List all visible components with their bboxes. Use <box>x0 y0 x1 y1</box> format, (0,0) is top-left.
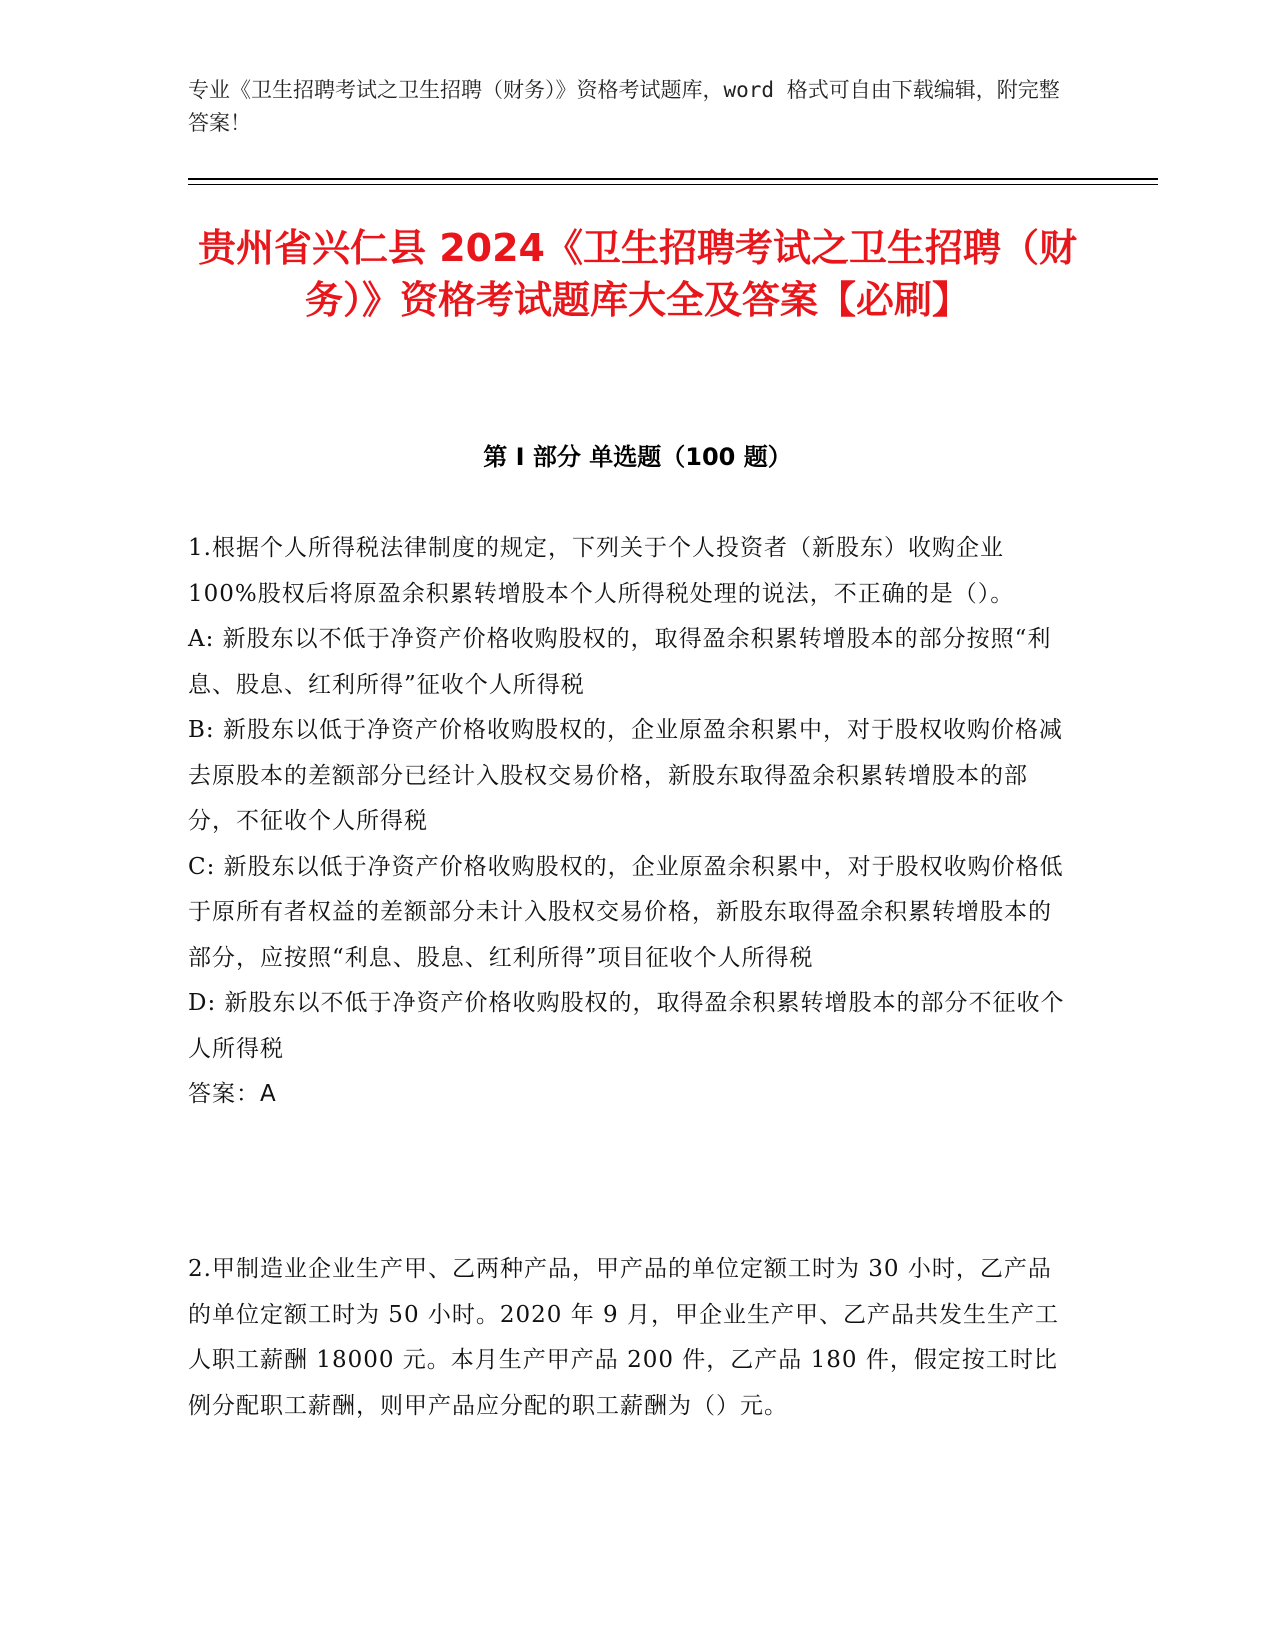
header-divider-thick <box>188 178 1158 180</box>
section-heading: 第 I 部分 单选题（100 题） <box>483 443 792 471</box>
question-1-stem: 1.根据个人所得税法律制度的规定，下列关于个人投资者（新股东）收购企业100%股权后将原盈余积累转增股本个人所得税处理的说法，不正确的是（）。 <box>188 535 1015 607</box>
question-2-stem: 2.甲制造业企业生产甲、乙两种产品，甲产品的单位定额工时为 30 小时，乙产品的单位定额工时为 50 小时。2020 年 9 月，甲企业生产甲、乙产品共发生生产工人职工薪酬 18000 元。本月生产甲产品 200 件，乙产品 180 件，假定按工时比例分配职工薪酬，则甲产品应分配的职工薪酬为（）元。 <box>188 1256 1059 1419</box>
question-1-answer: 答案：A <box>188 1081 277 1107</box>
question-1-option-b: B: 新股东以低于净资产价格收购股权的，企业原盈余积累中，对于股权收购价格减去原股本的差额部分已经计入股权交易价格，新股东取得盈余积累转增股本的部分，不征收个人所得税 <box>188 717 1063 834</box>
document-title: 贵州省兴仁县 2024《卫生招聘考试之卫生招聘（财务）》资格考试题库大全及答案【必刷】 <box>198 226 1077 322</box>
question-1 <box>188 526 1073 1118</box>
question-1-option-a: A: 新股东以不低于净资产价格收购股权的，取得盈余积累转增股本的部分按照“利息、股息、红利所得”征收个人所得税 <box>188 626 1052 698</box>
header-divider-thin <box>188 184 1158 185</box>
question-2 <box>188 1247 1073 1429</box>
question-1-option-c: C: 新股东以低于净资产价格收购股权的，企业原盈余积累中，对于股权收购价格低于原所有者权益的差额部分未计入股权交易价格，新股东取得盈余积累转增股本的部分，应按照“利息、股息、红利所得”项目征收个人所得税 <box>188 853 1064 971</box>
header-note: 专业《卫生招聘考试之卫生招聘（财务）》资格考试题库，word 格式可自由下载编辑，附完整答案！ <box>188 78 1060 135</box>
question-1-option-d: D: 新股东以不低于净资产价格收购股权的，取得盈余积累转增股本的部分不征收个人所得税 <box>188 990 1065 1062</box>
